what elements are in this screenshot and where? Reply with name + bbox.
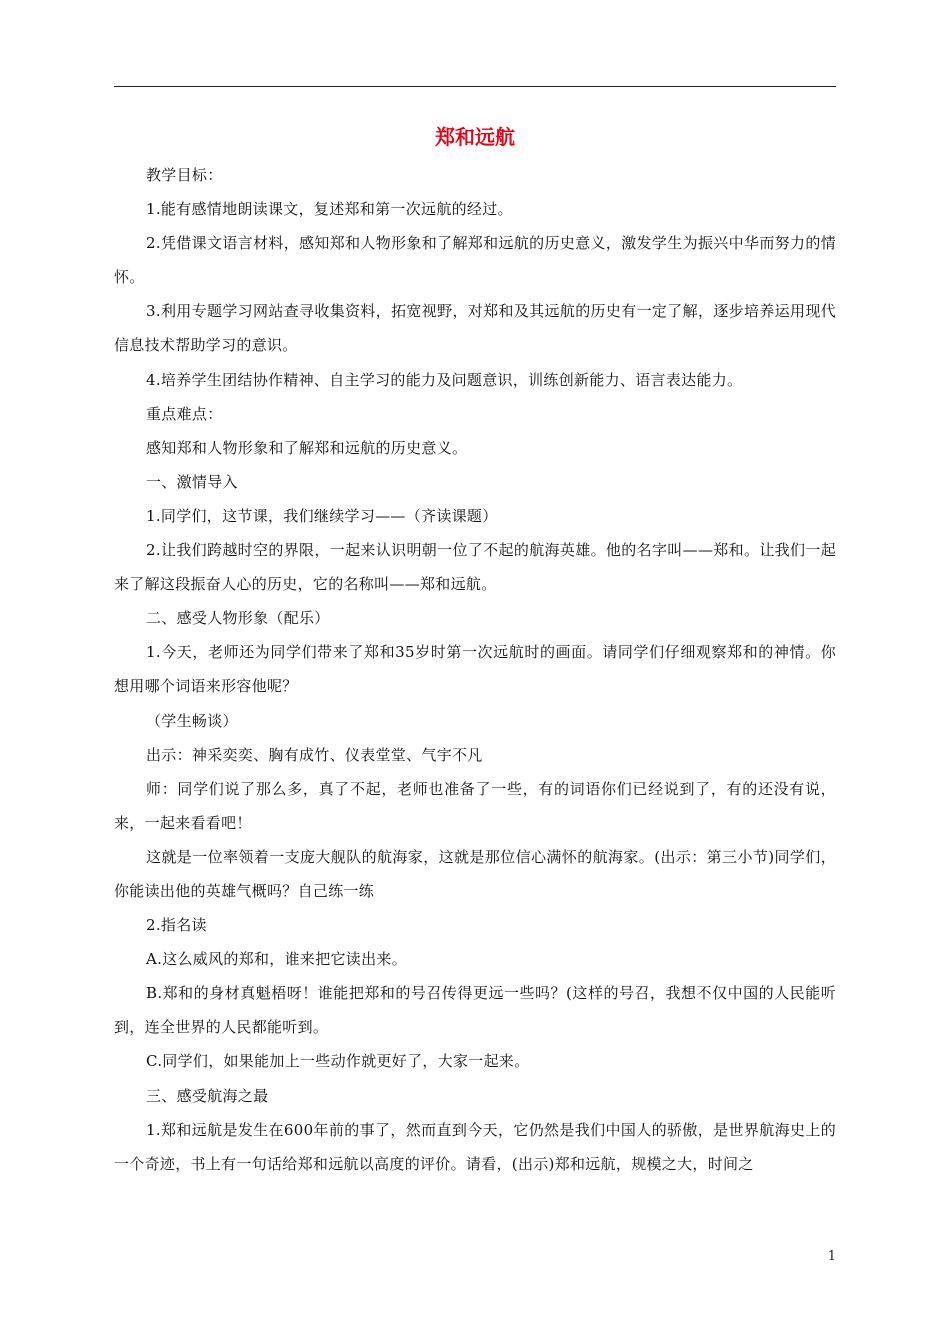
paragraph-student-discussion: （学生畅谈） bbox=[146, 711, 238, 730]
paragraph-section2-2: 2.指名读 bbox=[146, 916, 207, 935]
paragraph-objective-1: 1.能有感情地朗读课文，复述郑和第一次远航的经过。 bbox=[146, 200, 513, 219]
section-heading-2: 二、感受人物形象（配乐） bbox=[146, 609, 330, 628]
paragraph-section1-2: 2.让我们跨越时空的界限，一起来认识明朝一位了不起的航海英雄。他的名字叫——郑和。让我们一起来了解这段振奋人心的历史，它的名称叫——郑和远航。 bbox=[114, 541, 836, 594]
document-body bbox=[114, 158, 836, 1181]
paragraph-item-a: A.这么威风的郑和，谁来把它读出来。 bbox=[146, 950, 408, 969]
section-heading-3: 三、感受航海之最 bbox=[146, 1086, 269, 1105]
paragraph-teacher: 师：同学们说了那么多，真了不起，老师也准备了一些，有的词语你们已经说到了，有的还没有说，来，一起来看看吧！ bbox=[114, 779, 836, 832]
paragraph-navigator: 这就是一位率领着一支庞大舰队的航海家，这就是那位信心满怀的航海家。(出示：第三小节)同学们，你能读出他的英雄气概吗？自己练一练 bbox=[114, 847, 836, 900]
paragraph-objective-2: 2.凭借课文语言材料，感知郑和人物形象和了解郑和远航的历史意义，激发学生为振兴中华而努力的情怀。 bbox=[114, 234, 836, 287]
header-rule bbox=[114, 86, 836, 87]
paragraph-item-b: B.郑和的身材真魁梧呀！谁能把郑和的号召传得更远一些吗？(这样的号召，我想不仅中国的人民能听到，连全世界的人民都能听到。 bbox=[114, 984, 836, 1037]
document-title: 郑和远航 bbox=[435, 125, 515, 149]
paragraph-section3-1: 1.郑和远航是发生在600年前的事了，然而直到今天，它仍然是我们中国人的骄傲，是世界航海史上的一个奇迹，书上有一句话给郑和远航以高度的评价。请看，(出示)郑和远航，规模之大，时间之 bbox=[114, 1120, 836, 1173]
page-number: 1 bbox=[827, 1249, 836, 1264]
paragraph-key-points: 感知郑和人物形象和了解郑和远航的历史意义。 bbox=[146, 438, 468, 457]
paragraph-objectives-heading: 教学目标： bbox=[146, 166, 223, 184]
paragraph-objective-4: 4.培养学生团结协作精神、自主学习的能力及问题意识，训练创新能力、语言表达能力。 bbox=[146, 370, 743, 389]
paragraph-objective-3: 3.利用专题学习网站查寻收集资料，拓宽视野，对郑和及其远航的历史有一定了解，逐步培养运用现代信息技术帮助学习的意识。 bbox=[114, 302, 836, 355]
section-heading-1: 一、激情导入 bbox=[146, 472, 238, 491]
paragraph-item-c: C.同学们，如果能加上一些动作就更好了，大家一起来。 bbox=[146, 1052, 530, 1071]
paragraph-display-words: 出示：神采奕奕、胸有成竹、仪表堂堂、气宇不凡 bbox=[146, 745, 483, 764]
paragraph-section2-1: 1.今天，老师还为同学们带来了郑和35岁时第一次远航时的画面。请同学们仔细观察郑和的神情。你想用哪个词语来形容他呢？ bbox=[114, 643, 836, 696]
paragraph-section1-1: 1.同学们，这节课，我们继续学习——（齐读课题） bbox=[146, 506, 498, 525]
paragraph-key-points-heading: 重点难点： bbox=[146, 404, 223, 423]
